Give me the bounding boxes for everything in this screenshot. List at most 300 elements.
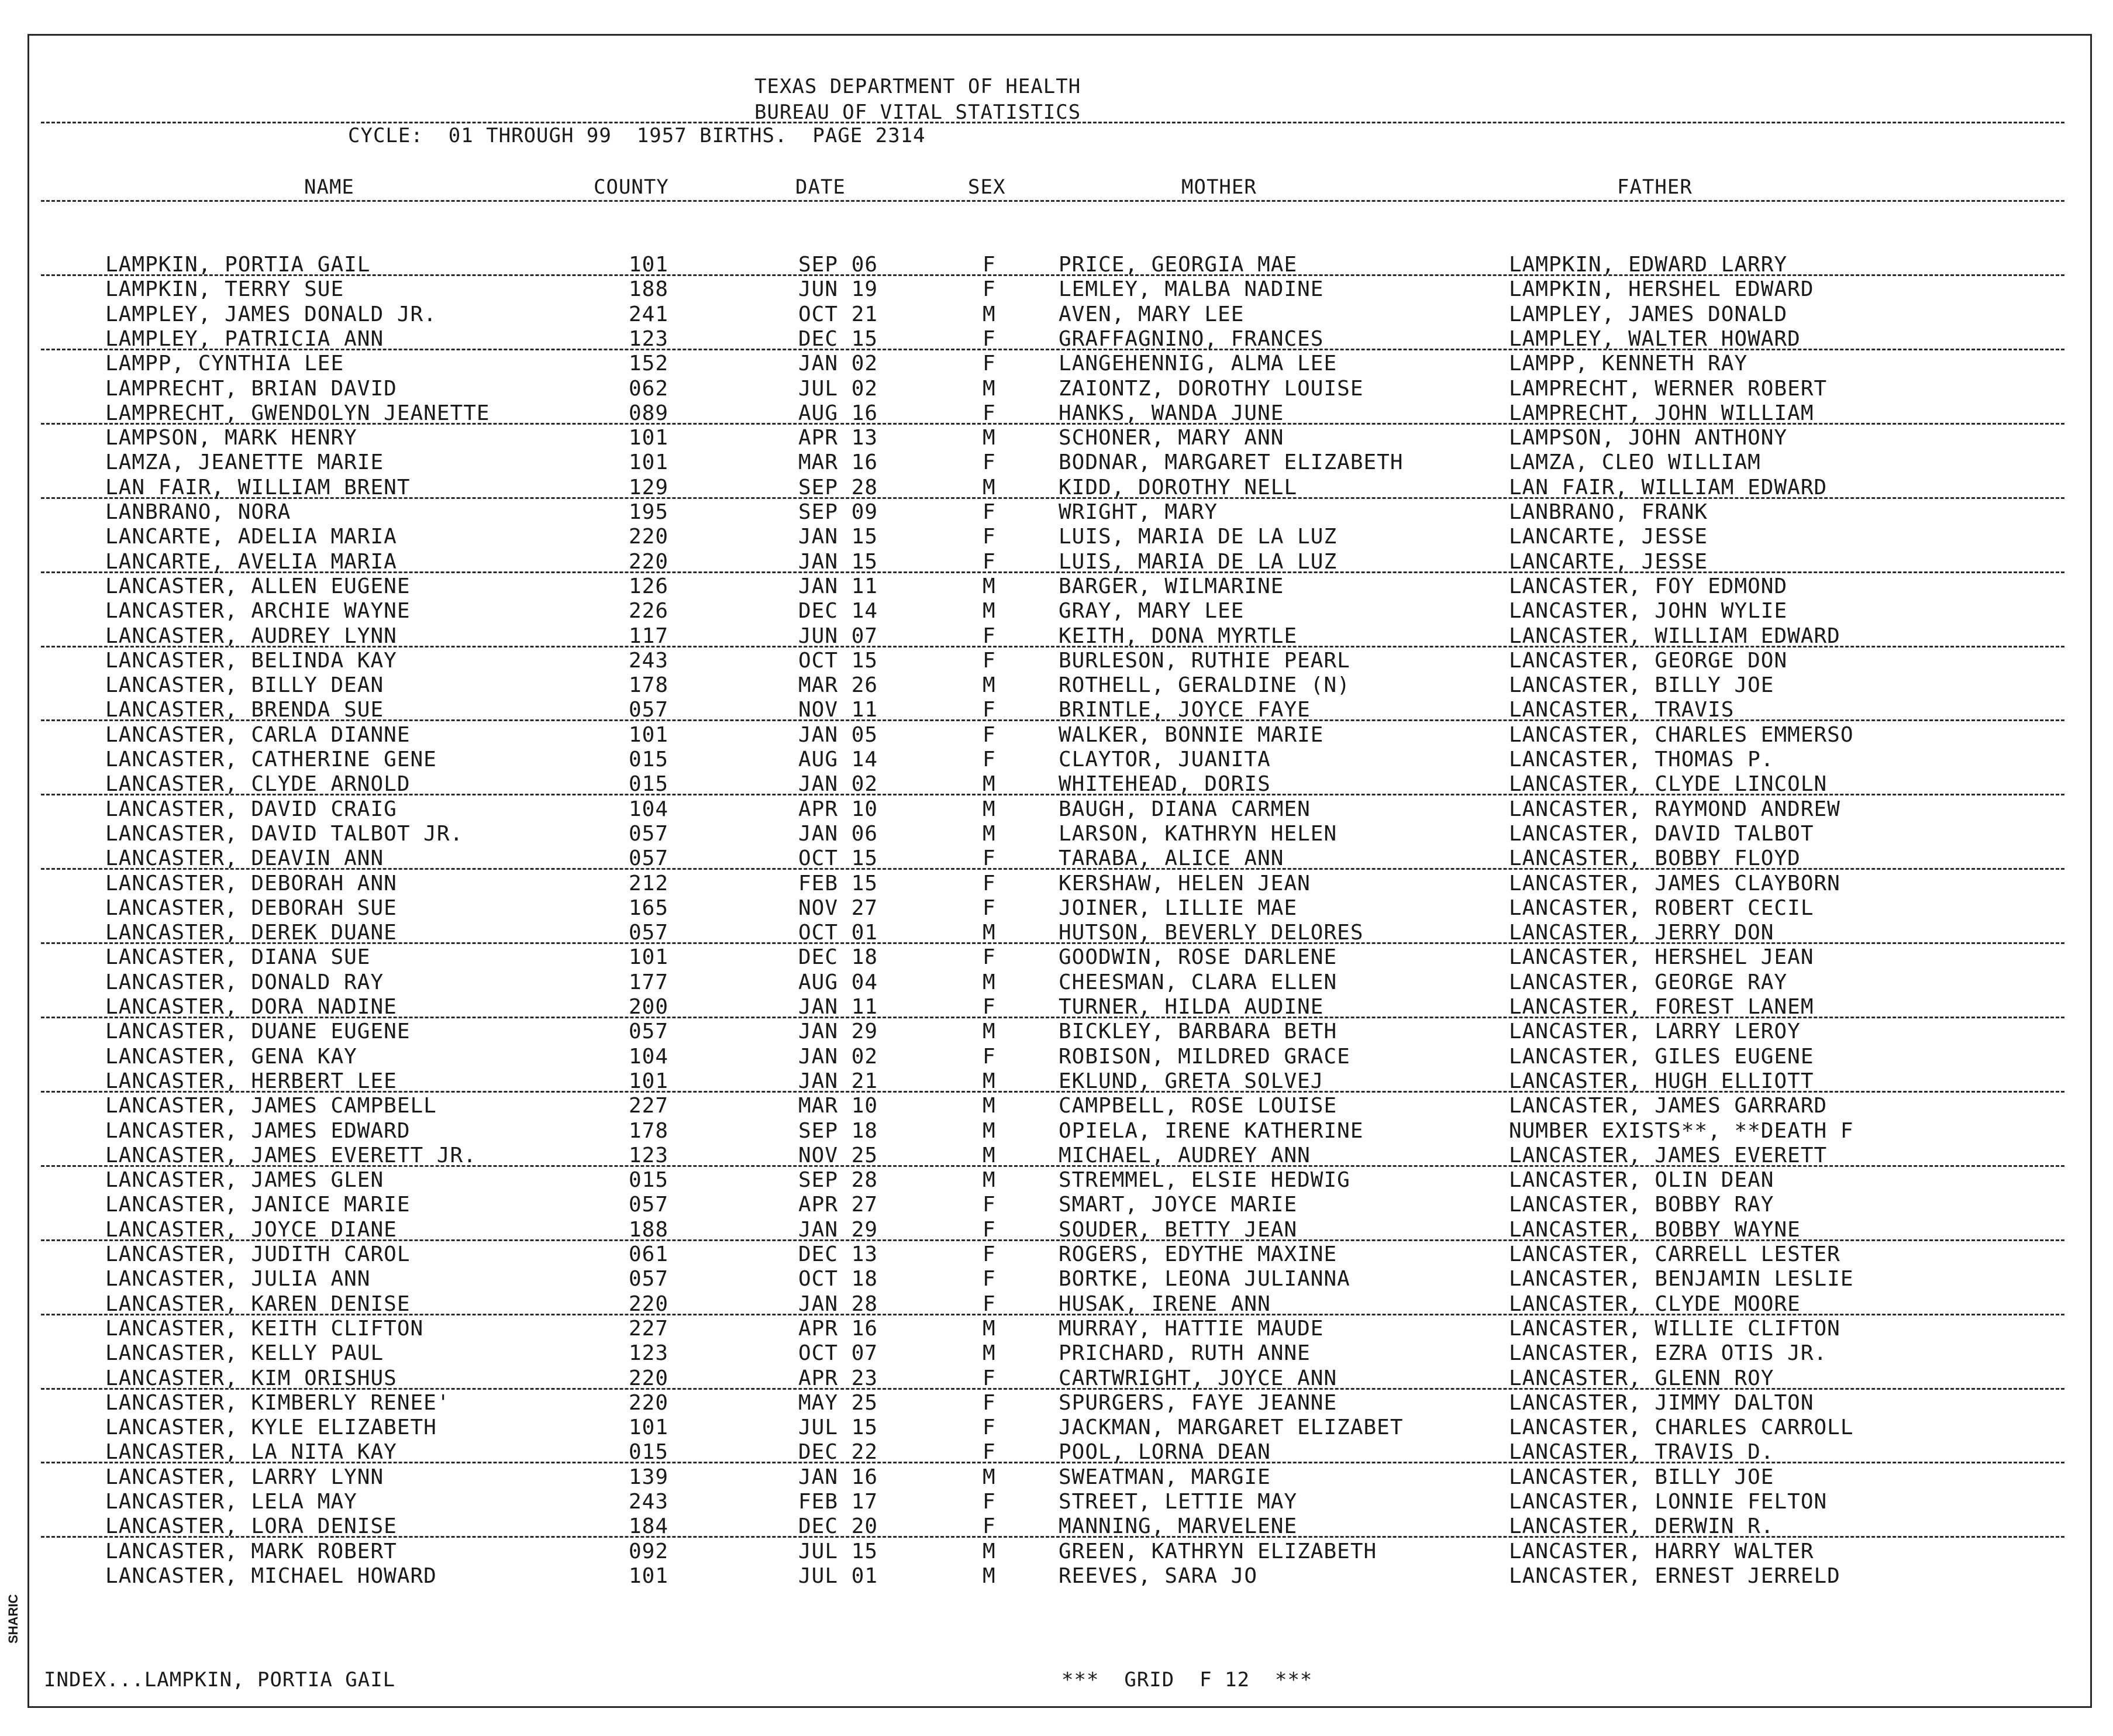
cell-date: MAY 25: [798, 1390, 878, 1415]
table-row: [0, 649, 2064, 673]
cell-name: LANCASTER, DONALD RAY: [105, 970, 384, 994]
cell-county: 152: [629, 352, 669, 376]
cell-name: LAMPP, CYNTHIA LEE: [105, 352, 344, 376]
cell-father: LANCASTER, ERNEST JERRELD: [1509, 1563, 1840, 1588]
cell-father: LANCASTER, RAYMOND ANDREW: [1509, 797, 1840, 821]
cell-sex: M: [983, 1316, 996, 1341]
cell-date: SEP 18: [798, 1118, 878, 1143]
row-group-divider: [41, 1239, 2064, 1241]
cell-name: LANCASTER, BILLY DEAN: [105, 673, 384, 698]
cell-date: OCT 01: [798, 921, 878, 945]
table-row: [0, 970, 2064, 995]
cell-county: 015: [629, 1168, 669, 1193]
cell-name: LANCASTER, DAVID CRAIG: [105, 797, 397, 821]
report-subtitle: BUREAU OF VITAL STATISTICS: [754, 101, 1081, 124]
cell-date: AUG 16: [798, 401, 878, 425]
cell-father: LAMPLEY, JAMES DONALD: [1509, 302, 1788, 326]
table-row: [0, 896, 2064, 921]
table-row: [0, 624, 2064, 649]
table-row: [0, 1564, 2064, 1589]
cell-sex: M: [983, 1143, 996, 1167]
table-row: [0, 846, 2064, 871]
cell-county: 101: [629, 253, 669, 277]
cell-sex: F: [983, 748, 996, 771]
cell-sex: M: [983, 673, 996, 698]
cell-sex: F: [983, 945, 996, 970]
cell-date: DEC 22: [798, 1440, 878, 1465]
row-group-divider: [41, 719, 2064, 721]
cell-father: LANCASTER, LARRY LEROY: [1509, 1019, 1801, 1044]
cell-mother: SWEATMAN, MARGIE: [1059, 1465, 1271, 1489]
cell-name: LANCARTE, AVELIA MARIA: [105, 549, 397, 574]
table-row: [0, 1168, 2064, 1193]
cell-mother: GRAFFAGNINO, FRANCES: [1059, 326, 1324, 351]
cell-sex: F: [983, 722, 996, 747]
cell-county: 057: [629, 1267, 669, 1291]
cell-sex: M: [983, 1539, 996, 1563]
table-row: [0, 1317, 2064, 1341]
cell-father: LAMZA, CLEO WILLIAM: [1509, 450, 1761, 475]
cell-date: MAR 10: [798, 1094, 878, 1118]
cell-date: JUL 02: [798, 376, 878, 401]
cell-date: APR 23: [798, 1366, 878, 1390]
row-group-divider: [41, 1017, 2064, 1018]
cell-sex: F: [983, 352, 996, 376]
cell-date: JAN 21: [798, 1069, 878, 1093]
cell-father: LAN FAIR, WILLIAM EDWARD: [1509, 475, 1828, 500]
cell-sex: F: [983, 1291, 996, 1316]
cell-father: LANCASTER, GEORGE RAY: [1509, 970, 1788, 994]
table-row: [0, 797, 2064, 822]
cell-date: JAN 02: [798, 1044, 878, 1069]
cell-county: 220: [629, 525, 669, 549]
column-header-mother: MOTHER: [1181, 175, 1257, 199]
table-row: [0, 476, 2064, 500]
cell-date: JAN 29: [798, 1217, 878, 1242]
cell-father: LAMPKIN, HERSHEL EDWARD: [1509, 277, 1814, 302]
cell-name: LANCASTER, DEREK DUANE: [105, 921, 397, 945]
cell-father: LANCASTER, JERRY DON: [1509, 921, 1774, 945]
cell-county: 126: [629, 574, 669, 598]
cell-sex: F: [983, 1390, 996, 1415]
cell-mother: JACKMAN, MARGARET ELIZABET: [1059, 1415, 1404, 1440]
cell-father: LANCASTER, JIMMY DALTON: [1509, 1390, 1814, 1415]
cell-county: 123: [629, 1143, 669, 1167]
cell-county: 178: [629, 673, 669, 698]
cell-sex: F: [983, 624, 996, 648]
cell-county: 015: [629, 748, 669, 771]
cell-mother: SPURGERS, FAYE JEANNE: [1059, 1390, 1338, 1415]
row-group-divider: [41, 868, 2064, 870]
cell-mother: SOUDER, BETTY JEAN: [1059, 1217, 1298, 1242]
cell-county: 188: [629, 1217, 669, 1242]
cell-father: LAMPP, KENNETH RAY: [1509, 352, 1748, 376]
cell-father: LANCASTER, WILLIAM EDWARD: [1509, 624, 1840, 648]
cell-name: LAMPSON, MARK HENRY: [105, 426, 357, 450]
table-row: [0, 1415, 2064, 1440]
table-row: [0, 550, 2064, 574]
row-group-divider: [41, 423, 2064, 425]
cell-sex: F: [983, 277, 996, 302]
row-group-divider: [41, 1165, 2064, 1167]
cell-mother: HANKS, WANDA JUNE: [1059, 401, 1284, 425]
cell-name: LANCASTER, CARLA DIANNE: [105, 722, 411, 747]
cell-mother: LEMLEY, MALBA NADINE: [1059, 277, 1324, 302]
cell-mother: JOINER, LILLIE MAE: [1059, 895, 1298, 920]
cell-sex: M: [983, 302, 996, 326]
cell-county: 177: [629, 970, 669, 994]
cell-county: 220: [629, 549, 669, 574]
cell-father: LANCASTER, CHARLES EMMERSO: [1509, 722, 1854, 747]
cell-mother: MANNING, MARVELENE: [1059, 1514, 1298, 1539]
cell-sex: F: [983, 1267, 996, 1291]
cell-name: LANCASTER, DEAVIN ANN: [105, 846, 384, 871]
cell-name: LANCASTER, DAVID TALBOT JR.: [105, 821, 464, 846]
cell-mother: BICKLEY, BARBARA BETH: [1059, 1019, 1338, 1044]
cell-father: LAMPSON, JOHN ANTHONY: [1509, 426, 1788, 450]
cell-date: OCT 15: [798, 846, 878, 871]
cell-sex: F: [983, 525, 996, 549]
cell-name: LAMPKIN, PORTIA GAIL: [105, 253, 371, 277]
cell-father: LANCASTER, LONNIE FELTON: [1509, 1490, 1828, 1514]
table-row: [0, 995, 2064, 1019]
cell-mother: LARSON, KATHRYN HELEN: [1059, 821, 1338, 846]
cell-date: FEB 17: [798, 1490, 878, 1514]
cell-name: LANCASTER, GENA KAY: [105, 1044, 357, 1069]
cell-sex: M: [983, 1069, 996, 1093]
cell-date: APR 10: [798, 797, 878, 821]
cell-father: LANCASTER, HARRY WALTER: [1509, 1539, 1814, 1563]
cell-county: 220: [629, 1366, 669, 1390]
cell-father: LANCASTER, DAVID TALBOT: [1509, 821, 1814, 846]
cell-mother: ROBISON, MILDRED GRACE: [1059, 1044, 1350, 1069]
cell-date: NOV 25: [798, 1143, 878, 1167]
cell-father: LANCASTER, GLENN ROY: [1509, 1366, 1774, 1390]
cell-mother: BORTKE, LEONA JULIANNA: [1059, 1267, 1350, 1291]
cell-county: 178: [629, 1118, 669, 1143]
cell-mother: AVEN, MARY LEE: [1059, 302, 1245, 326]
cell-date: NOV 11: [798, 698, 878, 722]
cell-name: LANCASTER, CATHERINE GENE: [105, 748, 437, 771]
cell-mother: WRIGHT, MARY: [1059, 500, 1218, 524]
cell-sex: M: [983, 426, 996, 450]
cell-date: FEB 15: [798, 871, 878, 895]
cell-father: LANCARTE, JESSE: [1509, 525, 1708, 549]
cell-name: LANCASTER, MICHAEL HOWARD: [105, 1563, 437, 1588]
table-row: [0, 945, 2064, 970]
cell-date: JAN 15: [798, 525, 878, 549]
table-row: [0, 921, 2064, 945]
cell-name: LANCASTER, JUDITH CAROL: [105, 1242, 411, 1266]
cell-sex: F: [983, 500, 996, 524]
cell-county: 015: [629, 1440, 669, 1465]
cell-date: SEP 06: [798, 253, 878, 277]
cell-sex: F: [983, 1440, 996, 1465]
cell-mother: CAMPBELL, ROSE LOUISE: [1059, 1094, 1338, 1118]
cell-name: LANCASTER, ARCHIE WAYNE: [105, 599, 411, 624]
cell-date: DEC 13: [798, 1242, 878, 1266]
cell-sex: F: [983, 549, 996, 574]
cell-mother: KIDD, DOROTHY NELL: [1059, 475, 1298, 500]
cell-mother: BAUGH, DIANA CARMEN: [1059, 797, 1311, 821]
table-row: [0, 673, 2064, 698]
cell-mother: GOODWIN, ROSE DARLENE: [1059, 945, 1338, 970]
cell-sex: M: [983, 475, 996, 500]
cell-date: SEP 09: [798, 500, 878, 524]
table-row: [0, 253, 2064, 277]
cell-county: 104: [629, 1044, 669, 1069]
cell-sex: M: [983, 797, 996, 821]
cell-county: 139: [629, 1465, 669, 1489]
cell-father: LANCASTER, CHARLES CARROLL: [1509, 1415, 1854, 1440]
cell-county: 227: [629, 1316, 669, 1341]
cell-name: LANCASTER, DEBORAH ANN: [105, 871, 397, 895]
table-row: [0, 1440, 2064, 1465]
cell-father: LANCASTER, BENJAMIN LESLIE: [1509, 1267, 1854, 1291]
cell-father: NUMBER EXISTS**, **DEATH F: [1509, 1118, 1854, 1143]
cell-father: LAMPRECHT, JOHN WILLIAM: [1509, 401, 1814, 425]
cell-county: 243: [629, 1490, 669, 1514]
column-header-father: FATHER: [1617, 175, 1693, 199]
cell-father: LANCASTER, JAMES GARRARD: [1509, 1094, 1828, 1118]
cell-date: JAN 11: [798, 995, 878, 1019]
cell-mother: ROGERS, EDYTHE MAXINE: [1059, 1242, 1338, 1266]
cell-name: LANCASTER, KELLY PAUL: [105, 1341, 384, 1366]
table-row: [0, 772, 2064, 797]
cell-father: LANCASTER, ROBERT CECIL: [1509, 895, 1814, 920]
cell-father: LAMPKIN, EDWARD LARRY: [1509, 253, 1788, 277]
row-group-divider: [41, 1314, 2064, 1315]
cell-date: DEC 15: [798, 326, 878, 351]
cell-sex: M: [983, 376, 996, 401]
cell-mother: WALKER, BONNIE MARIE: [1059, 722, 1324, 747]
cell-date: JUL 15: [798, 1415, 878, 1440]
cell-county: 220: [629, 1390, 669, 1415]
cell-sex: F: [983, 253, 996, 277]
cell-date: SEP 28: [798, 475, 878, 500]
cell-date: SEP 28: [798, 1168, 878, 1193]
cell-mother: CHEESMAN, CLARA ELLEN: [1059, 970, 1338, 994]
cell-sex: F: [983, 995, 996, 1019]
cell-date: JAN 06: [798, 821, 878, 846]
cell-date: DEC 14: [798, 599, 878, 624]
cell-date: JAN 05: [798, 722, 878, 747]
cell-father: LANCASTER, CARRELL LESTER: [1509, 1242, 1840, 1266]
row-group-divider: [41, 274, 2064, 276]
table-row: [0, 1341, 2064, 1366]
cell-father: LANBRANO, FRANK: [1509, 500, 1708, 524]
cell-mother: SMART, JOYCE MARIE: [1059, 1193, 1298, 1217]
cell-father: LANCASTER, BILLY JOE: [1509, 1465, 1774, 1489]
cell-name: LAMPRECHT, BRIAN DAVID: [105, 376, 397, 401]
cell-father: LANCASTER, HUGH ELLIOTT: [1509, 1069, 1814, 1093]
cell-sex: M: [983, 970, 996, 994]
table-row: [0, 1045, 2064, 1069]
table-row: [0, 1242, 2064, 1267]
cell-county: 123: [629, 326, 669, 351]
cell-date: APR 27: [798, 1193, 878, 1217]
cell-name: LANCASTER, DEBORAH SUE: [105, 895, 397, 920]
cell-father: LANCASTER, BILLY JOE: [1509, 673, 1774, 698]
cell-county: 057: [629, 1019, 669, 1044]
cell-county: 101: [629, 1415, 669, 1440]
cell-name: LANCASTER, KIM ORISHUS: [105, 1366, 397, 1390]
cell-father: LANCASTER, FOREST LANEM: [1509, 995, 1814, 1019]
cell-father: LANCASTER, CLYDE LINCOLN: [1509, 772, 1828, 797]
cell-sex: M: [983, 1341, 996, 1366]
cell-mother: LUIS, MARIA DE LA LUZ: [1059, 549, 1338, 574]
row-group-divider: [41, 1462, 2064, 1463]
cell-name: LAN FAIR, WILLIAM BRENT: [105, 475, 411, 500]
cell-father: LANCASTER, OLIN DEAN: [1509, 1168, 1774, 1193]
table-row: [0, 1019, 2064, 1044]
footer-index: INDEX...LAMPKIN, PORTIA GAIL: [44, 1668, 396, 1692]
cell-date: AUG 14: [798, 748, 878, 771]
cell-mother: MURRAY, HATTIE MAUDE: [1059, 1316, 1324, 1341]
cell-father: LANCASTER, TRAVIS: [1509, 698, 1735, 722]
cell-sex: M: [983, 574, 996, 598]
cell-date: NOV 27: [798, 895, 878, 920]
cell-name: LANCASTER, JAMES EDWARD: [105, 1118, 411, 1143]
cell-county: 057: [629, 846, 669, 871]
cell-sex: M: [983, 1465, 996, 1489]
cell-sex: M: [983, 1094, 996, 1118]
table-row: [0, 401, 2064, 426]
cell-name: LANCASTER, DIANA SUE: [105, 945, 371, 970]
table-row: [0, 1514, 2064, 1539]
table-row: [0, 450, 2064, 475]
cell-name: LANCASTER, DUANE EUGENE: [105, 1019, 411, 1044]
cell-name: LAMPKIN, TERRY SUE: [105, 277, 344, 302]
cell-county: 101: [629, 945, 669, 970]
cell-county: 226: [629, 599, 669, 624]
cell-mother: REEVES, SARA JO: [1059, 1563, 1258, 1588]
cell-name: LANCASTER, BRENDA SUE: [105, 698, 384, 722]
table-row: [0, 748, 2064, 772]
cell-sex: M: [983, 921, 996, 945]
cell-sex: F: [983, 698, 996, 722]
cell-mother: STREMMEL, ELSIE HEDWIG: [1059, 1168, 1350, 1193]
table-row: [0, 1218, 2064, 1242]
cell-sex: M: [983, 1563, 996, 1588]
cell-name: LAMZA, JEANETTE MARIE: [105, 450, 384, 475]
row-group-divider: [41, 1536, 2064, 1538]
cell-name: LANCASTER, JOYCE DIANE: [105, 1217, 397, 1242]
table-row: [0, 1069, 2064, 1094]
cell-mother: SCHONER, MARY ANN: [1059, 426, 1284, 450]
cell-name: LANCASTER, LELA MAY: [105, 1490, 357, 1514]
table-row: [0, 822, 2064, 846]
table-row: [0, 1490, 2064, 1514]
cell-date: JAN 11: [798, 574, 878, 598]
cell-county: 061: [629, 1242, 669, 1266]
table-row: [0, 352, 2064, 376]
row-group-divider: [41, 646, 2064, 647]
cell-mother: TURNER, HILDA AUDINE: [1059, 995, 1324, 1019]
cell-mother: BRINTLE, JOYCE FAYE: [1059, 698, 1311, 722]
cell-sex: F: [983, 1514, 996, 1539]
row-group-divider: [41, 497, 2064, 499]
cell-mother: ZAIONTZ, DOROTHY LOUISE: [1059, 376, 1364, 401]
cell-date: DEC 20: [798, 1514, 878, 1539]
cell-mother: STREET, LETTIE MAY: [1059, 1490, 1298, 1514]
cell-county: 057: [629, 921, 669, 945]
cell-mother: ROTHELL, GERALDINE (N): [1059, 673, 1350, 698]
cell-name: LANCASTER, KAREN DENISE: [105, 1291, 411, 1316]
cell-sex: F: [983, 326, 996, 351]
cell-county: 092: [629, 1539, 669, 1563]
cell-sex: F: [983, 1044, 996, 1069]
cell-father: LANCASTER, JAMES CLAYBORN: [1509, 871, 1840, 895]
row-group-divider: [41, 349, 2064, 350]
row-group-divider: [41, 571, 2064, 573]
cell-date: JUN 07: [798, 624, 878, 648]
cell-mother: KEITH, DONA MYRTLE: [1059, 624, 1298, 648]
cell-father: LAMPRECHT, WERNER ROBERT: [1509, 376, 1828, 401]
cell-mother: HUSAK, IRENE ANN: [1059, 1291, 1271, 1316]
cell-date: JAN 28: [798, 1291, 878, 1316]
footer-grid: *** GRID F 12 ***: [1061, 1668, 1313, 1692]
cell-father: LANCASTER, BOBBY WAYNE: [1509, 1217, 1801, 1242]
cell-mother: BODNAR, MARGARET ELIZABETH: [1059, 450, 1404, 475]
cell-mother: HUTSON, BEVERLY DELORES: [1059, 921, 1364, 945]
cell-sex: F: [983, 871, 996, 895]
table-row: [0, 1143, 2064, 1168]
cell-mother: WHITEHEAD, DORIS: [1059, 772, 1271, 797]
cell-mother: LANGEHENNIG, ALMA LEE: [1059, 352, 1338, 376]
cell-mother: POOL, LORNA DEAN: [1059, 1440, 1271, 1465]
cycle-line: CYCLE: 01 THROUGH 99 1957 BIRTHS. PAGE 2314: [348, 124, 926, 147]
cell-mother: BARGER, WILMARINE: [1059, 574, 1284, 598]
cell-mother: CARTWRIGHT, JOYCE ANN: [1059, 1366, 1338, 1390]
cell-name: LANCASTER, KYLE ELIZABETH: [105, 1415, 437, 1440]
cell-county: 062: [629, 376, 669, 401]
cell-sex: M: [983, 1019, 996, 1044]
cell-county: 195: [629, 500, 669, 524]
table-row: [0, 599, 2064, 624]
table-row: [0, 500, 2064, 525]
cell-county: 101: [629, 1069, 669, 1093]
cell-father: LANCASTER, BOBBY FLOYD: [1509, 846, 1801, 871]
row-group-divider: [41, 794, 2064, 795]
cell-mother: KERSHAW, HELEN JEAN: [1059, 871, 1311, 895]
cell-sex: F: [983, 895, 996, 920]
cell-name: LANCASTER, JAMES CAMPBELL: [105, 1094, 437, 1118]
table-row: [0, 327, 2064, 352]
table-row: [0, 525, 2064, 549]
cell-sex: F: [983, 1415, 996, 1440]
column-header-name: NAME: [304, 175, 354, 199]
cell-name: LANCASTER, BELINDA KAY: [105, 648, 397, 673]
cell-name: LAMPLEY, JAMES DONALD JR.: [105, 302, 437, 326]
cell-date: OCT 21: [798, 302, 878, 326]
table-row: [0, 277, 2064, 302]
cell-county: 227: [629, 1094, 669, 1118]
cell-date: MAR 16: [798, 450, 878, 475]
cell-sex: M: [983, 1118, 996, 1143]
cell-sex: F: [983, 648, 996, 673]
cell-county: 057: [629, 698, 669, 722]
cell-mother: MICHAEL, AUDREY ANN: [1059, 1143, 1311, 1167]
cell-name: LANCASTER, LA NITA KAY: [105, 1440, 397, 1465]
table-row: [0, 1366, 2064, 1391]
cell-name: LANCASTER, JULIA ANN: [105, 1267, 371, 1291]
cell-name: LANCASTER, LORA DENISE: [105, 1514, 397, 1539]
cell-sex: M: [983, 821, 996, 846]
cell-date: OCT 18: [798, 1267, 878, 1291]
cell-name: LAMPLEY, PATRICIA ANN: [105, 326, 384, 351]
table-row: [0, 574, 2064, 599]
